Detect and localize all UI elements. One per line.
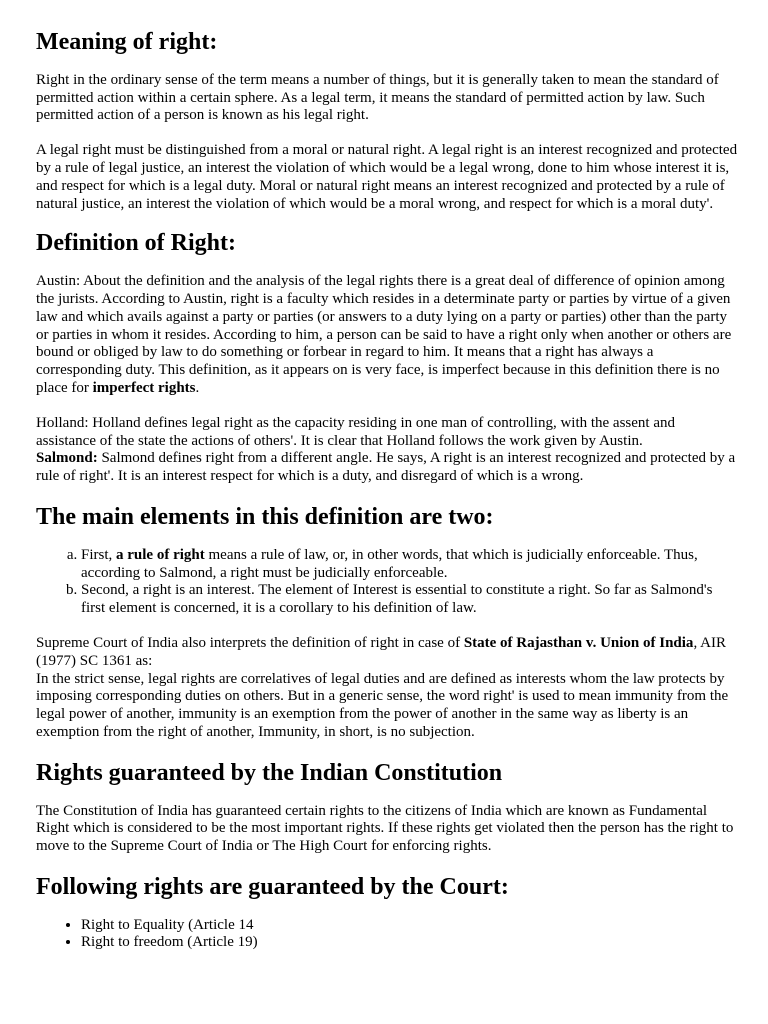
list-item (81, 547, 738, 583)
paragraph-austin (36, 273, 738, 398)
item-a-bold: a rule of right (116, 546, 205, 563)
rights-list (36, 917, 738, 953)
list-item: • Right to freedom (Article 19) (81, 934, 738, 952)
paragraph-court-quote: In the strict sense, legal rights are correlatives of legal duties and are defined as interests whom the law protects by imposing corresponding duties on others. But in a generic sense, the word right' is used to mean immunity from the legal power of another, immunity is an exemption from the power of another in the same way as liberty is an exemption from the right of another, Immunity, in short, is no subjection. (36, 670, 729, 740)
list-item: • Right to Equality (Article 14 (81, 917, 738, 935)
salmond-label: Salmond: (36, 450, 98, 467)
heading-definition-of-right: Definition of Right: (36, 230, 236, 257)
austin-end: . (195, 379, 200, 396)
heading-rights-constitution: Rights guaranteed by the Indian Constitution (36, 759, 503, 786)
heading-main-elements: The main elements in this definition are two: (36, 503, 494, 530)
austin-bold-term: imperfect rights (92, 379, 196, 396)
case-name: State of Rajasthan v. Union of India (463, 634, 694, 651)
paragraph-meaning-1: Right in the ordinary sense of the term means a number of things, but it is generally taken to mean the standard of permitted action within a certain sphere. As a legal term, it means the standard of permitted action by law. Such permitted action of a person is known as his legal right. (36, 71, 719, 124)
austin-text: Austin: About the definition and the analysis of the legal rights there is a great deal of difference of opinion among the jurists. According to Austin, right is a faculty which resides in a determinate party or parties by virtue of a given law and which avails against a party or parties (or answers to a duty lying on a party or parties) other than the party or parties in whom it resides. According to him, a person can be said to have a right only when another or others are bound or obliged by law to do something or forbear in regard to him. It means that a right has always a corresponding duty. This definition, as it appears on is very face, is imperfect because in this definition there is no place for (36, 273, 732, 396)
salmond-text: Salmond defines right from a different angle. He says, A right is an interest recognized and protected by a rule of right'. It is an interest respect for which is a duty, and disregard of which is a wrong. (36, 450, 736, 485)
paragraph-salmond (36, 450, 738, 486)
paragraph-meaning-2: A legal right must be distinguished from a moral or natural right. A legal right is an interest recognized and protected by a rule of legal justice, an interest the violation of which would be a legal wrong, done to him whose interest it is, and respect for which is a legal duty. Moral or natural right means an interest recognized and protected by a rule of natural justice, an interest the violation of which would be a moral wrong, and respect for which is a moral duty'. (36, 142, 738, 212)
list-item: b. Second, a right is an interest. The element of Interest is essential to constitute a right. So far as Salmond's first element is concerned, it is a corollary to his definition of law. (81, 582, 738, 618)
item-a-post: means a rule of law, or, in other words, that which is judicially enforceable. Thus, according to Salmond, a right must be judicially enforceable. (81, 546, 698, 581)
court-pre: Supreme Court of India also interprets the definition of right in case of (36, 634, 464, 651)
paragraph-supreme-court (36, 635, 738, 671)
heading-meaning-of-right: Meaning of right: (36, 29, 218, 55)
item-a-pre: First, (81, 546, 117, 563)
paragraph-constitution: The Constitution of India has guaranteed certain rights to the citizens of India which are known as Fundamental Right which is considered to be the most important rights. If these rights get violated then the person has the right to move to the Supreme Court of India or The High Court for enforcing rights. (36, 802, 734, 855)
paragraph-holland: Holland: Holland defines legal right as the capacity residing in one man of controlling, with the assent and assistance of the state the actions of others'. It is clear that Holland follows the work given by Austin. (36, 414, 676, 449)
heading-following-rights: Following rights are guaranteed by the Court: (36, 873, 509, 900)
court-post: , AIR (1977) SC 1361 as: (36, 634, 726, 669)
elements-list (36, 547, 738, 618)
